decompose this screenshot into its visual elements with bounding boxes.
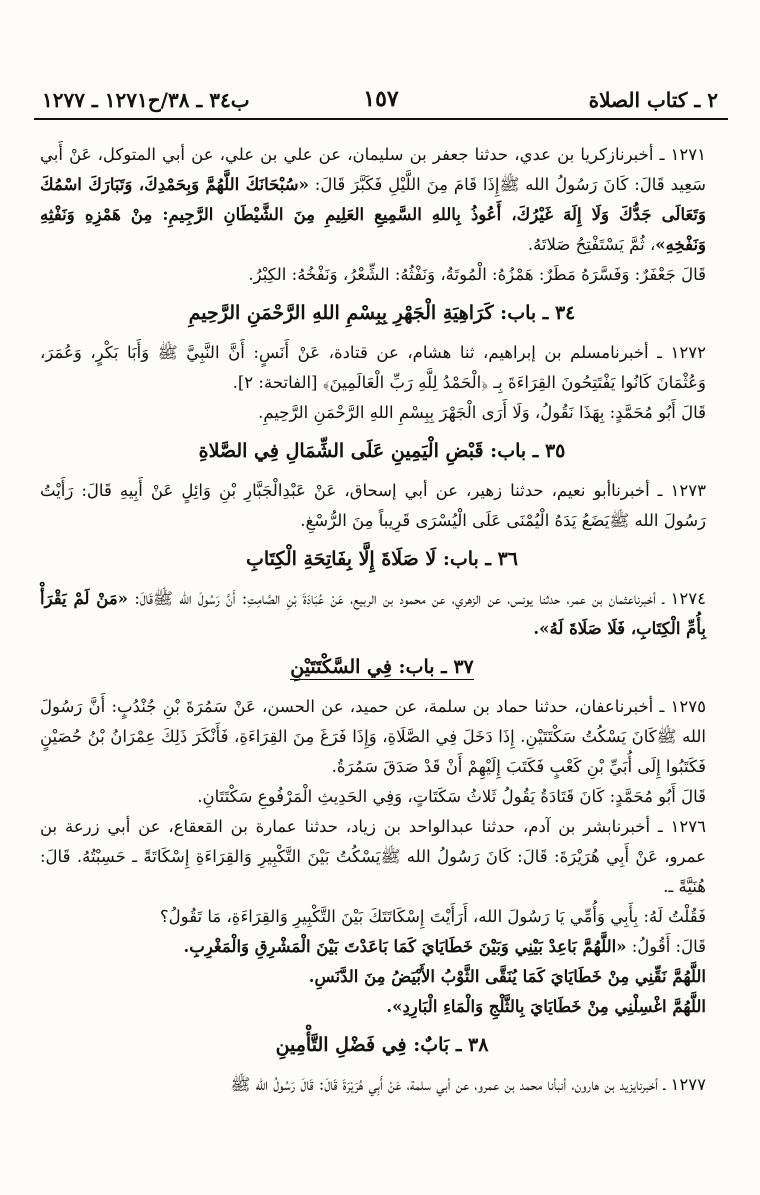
hadith-1276-dua-1: «اللَّهُمَّ بَاعِدْ بَيْنِي وَبَيْنَ خَطَايَايَ كَمَا بَاعَدْتَ بَيْنَ الْمَشْرِقِ وَالْمَغْرِبِ. <box>183 937 627 956</box>
hadith-1276: ١٢٧٦ ـ أخبرنابشر بن آدم، حدثنا عبدالواحد بن زياد، حدثنا عمارة بن القعقاع، عن أبي زرعة بن عمرو، عَنْ أَبِي هُرَيْرَةَ: قَالَ: كَانَ رَسُولُ الله ﷺيَسْكُتُ بَيْنَ التَّكْبِيرِ وَالقِرَاءَةِ إِسْكَاتَةً ـ حَسِبْتُهُ. قَالَ: هُنَيَّةً ـ. <box>40 817 706 896</box>
hadith-1276-answer-start: قَالَ: أَقُولُ: <box>631 937 706 956</box>
hadith-1276-question: فَقُلْتُ لَهُ: بِأَبِي وَأُمِّي يَا رَسُولَ الله، أَرَأَيْتَ إِسْكَاتَتَكَ بَيْنَ التَّكْبِيرِ وَالقِرَاءَةِ، مَا تَقُولُ؟ <box>159 907 706 926</box>
hadith-1271-end: ، ثُمَّ يَسْتَفْتِحُ صَلاتَهُ. <box>527 235 656 254</box>
hadith-1275-commentary: قَالَ أَبُو مُحَمَّدٍ: كَانَ قَتَادَةُ يَقُولُ ثَلاثُ سَكَتَاتٍ، وَفِي الحَدِيثِ الْمَرْفُوعِ سَكْتَتَانِ. <box>197 787 706 806</box>
hadith-1276-answer <box>40 932 724 962</box>
chapter-36-label: ٣٦ ـ باب: لَا صَلَاةَ إِلَّا بِفَاتِحَةِ الْكِتَابِ <box>245 548 519 570</box>
chapter-36-heading <box>40 544 724 574</box>
hadith-1274-text: «مَنْ لَمْ يَقْرَأْ بِأُمِّ الْكِتَابِ، فَلَا صَلَاةَ لَهُ». <box>40 589 706 638</box>
header-rule <box>34 118 728 120</box>
hadith-1273: ١٢٧٣ ـ أخبرناأبو نعيم، حدثنا زهير، عن أبي إسحاق، عَنْ عَبْدِالْجَبَّارِ بْنِ وَائِلٍ عَنْ أَبِيهِ قَالَ: رَأَيْتُ رَسُولَ الله ﷺيَضَعُ يَدَهُ الْيُمْنَى عَلَى الْيُسْرَى قَرِيباً مِنَ الرُّسْغِ. <box>40 481 706 530</box>
hadith-1277: ١٢٧٧ ـ أخبرنايزيد بن هارون، أنبأنا محمد بن عمرو، عن أبي سلمة، عَنْ أَبِي هُرَيْرَةَ قَالَ: قَالَ رَسُولُ الله ﷺ <box>230 1075 706 1094</box>
hadith-1271 <box>40 140 724 260</box>
page-body <box>40 140 724 1100</box>
hadith-1275: ١٢٧٥ ـ أخبرناعفان، حدثنا حماد بن سلمة، عن حميد، عن الحسن، عَنْ سَمُرَةَ بْنِ جُنْدُبٍ: أَنَّ رَسُولَ الله ﷺكَانَ يَسْكُتُ سَكْتَتَيْنِ. إِذَا دَخَلَ فِي الصَّلَاةِ، وَإِذَا فَرَغَ مِنَ القِرَاءَةِ، فَأَنْكَرَ ذَلِكَ عِمْرَانُ بْنُ حُصَيْنٍ فَكَتَبُوا إِلَى أُبَيِّ بْنِ كَعْبٍ فَكَتَبَ إِلَيْهِمْ أَنْ قَدْ صَدَقَ سَمُرَةُ. <box>40 697 706 776</box>
chapter-35-heading <box>40 436 724 466</box>
chapter-37-label: ٣٧ ـ باب: فِي السَّكْتَتَيْنِ <box>290 656 474 678</box>
hadith-1271-supplication: «سُبْحَانَكَ اللَّهُمَّ وَبِحَمْدِكَ، وَتَبَارَكَ اسْمُكَ وَتَعَالَى جَدُّكَ وَلَا إِلَهَ غَيْرُكَ، أَعُوذُ بِاللهِ السَّمِيعِ العَلِيمِ مِنَ الشَّيْطَانِ الرَّجِيمِ: مِنْ هَمْزِهِ وَنَفْثِهِ وَنَفْخِهِ» <box>40 175 706 254</box>
hadith-1274-chain: ١٢٧٤ ـ أخبرناعثمان بن عمر، حدثنا يونس، عن الزهري، عن محمود بن الربيع، عَنْ عُبَادَةَ بْنِ الصَّامِتِ: أَنَّ رَسُولَ الله ﷺقَالَ: <box>134 589 706 608</box>
chapter-34-label: ٣٤ ـ باب: كَرَاهِيَةِ الْجَهْرِ بِبِسْمِ اللهِ الرَّحْمَنِ الرَّحِيمِ <box>188 302 576 324</box>
hadith-1276-dua-2: اللَّهُمَّ نَقِّنِي مِنْ خَطَايَايَ كَمَا يُنَقَّى الثَّوْبُ الأَبْيَضُ مِنَ الدَّنَسِ. <box>308 967 706 986</box>
hadith-1271-commentary: قَالَ جَعْفَرٌ: وَفَسَّرَهُ مَطَرٌ: هَمْزُهُ: الْمُوتَةُ، وَنَفْثُهُ: الشِّعْرُ، وَنَفْخُهُ: الكِبْرُ. <box>248 265 706 284</box>
page-header <box>34 84 728 120</box>
hadith-1271-chain: ١٢٧١ ـ أخبرنازكريا بن عدي، حدثنا جعفر بن سليمان، عن علي بن علي، عن أبي المتوكل، عَنْ أَبي سَعِيد قَالَ: كَانَ رَسُولُ الله ﷺإِذَا قَامَ مِنَ اللَّيْلِ فَكَبَّرَ قَالَ: <box>40 145 706 194</box>
book-chapter-title: ٢ ـ كتاب الصلاة <box>588 88 718 112</box>
chapter-38-label: ٣٨ ـ بَابٌ: فِي فَضْلِ التَّأْمِينِ <box>275 1034 489 1056</box>
hadith-1276-dua-3: اللَّهُمَّ اغْسِلْنِي مِنْ خَطَايَايَ بِالثَّلْجِ وَالْمَاءِ الْبَارِدِ». <box>386 997 706 1016</box>
chapter-35-label: ٣٥ ـ باب: قَبْضِ الْيَمِينِ عَلَى الشِّمَالِ فِي الصَّلاةِ <box>198 440 566 462</box>
section-range: ب٣٤ ـ ٣٨/ح١٢٧١ ـ ١٢٧٧ <box>42 88 250 112</box>
hadith-1272-commentary: قَالَ أَبُو مُحَمَّدٍ: بِهَذَا نَقُولُ، وَلَا أَرَى الْجَهْرَ بِبِسْمِ اللهِ الرَّحْمَنِ الرَّحِيمِ. <box>258 403 706 422</box>
page-number: ١٥٧ <box>363 86 399 112</box>
chapter-37-heading <box>40 652 724 682</box>
hadith-1272: ١٢٧٢ ـ أخبرنامسلم بن إبراهيم، ثنا هشام، عن قتادة، عَنْ أَنَسٍ: أَنَّ النَّبِيَّ ﷺ وَأَبَا بَكْرٍ، وَعُمَرَ، وَعُثْمَانَ كَانُوا يَفْتَتِحُونَ القِرَاءَةَ بِـ ﴿الْحَمْدُ لِلَّهِ رَبِّ الْعَالَمِينَ﴾ [الفاتحة: ٢]. <box>40 343 706 392</box>
chapter-34-heading <box>40 298 724 328</box>
chapter-38-heading <box>40 1030 724 1060</box>
hadith-1274 <box>40 584 724 644</box>
